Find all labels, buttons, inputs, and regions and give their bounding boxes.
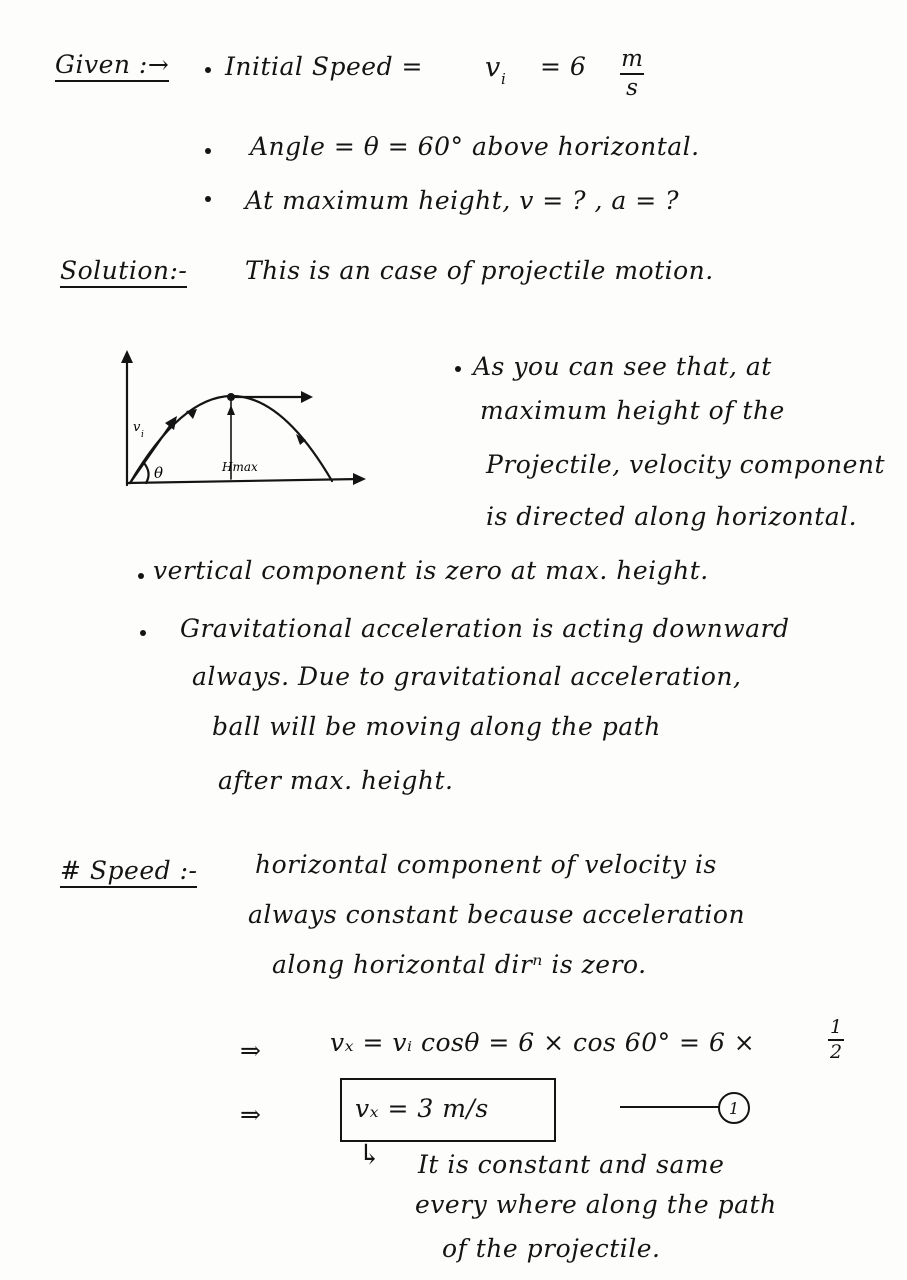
given-speed-label: Initial Speed = xyxy=(225,52,423,81)
bullet xyxy=(205,196,211,202)
bullet-vertical-component: vertical component is zero at max. height. xyxy=(153,556,709,585)
solution-label: Solution:- xyxy=(60,256,187,288)
speed-explanation-2: always constant because acceleration xyxy=(248,900,746,929)
note-line-2: maximum height of the xyxy=(480,396,785,425)
diagram-hmax-label: Hmax xyxy=(222,460,258,474)
given-speed-unit xyxy=(620,48,644,100)
gravity-line-3: ball will be moving along the path xyxy=(212,712,661,741)
gravity-line-1: Gravitational acceleration is acting downward xyxy=(180,614,790,643)
equation-fraction xyxy=(828,1018,844,1062)
equation-marker: 1 xyxy=(718,1092,750,1124)
hmax-arrowhead xyxy=(227,405,235,415)
bullet xyxy=(138,573,144,579)
x-axis-arrowhead xyxy=(353,473,366,485)
given-speed-value: = 6 xyxy=(540,52,587,81)
unit-denominator: s xyxy=(626,75,638,101)
given-angle: Angle = θ = 60° above horizontal. xyxy=(250,132,700,161)
equation-vx-cos: vₓ = vᵢ cosθ = 6 × cos 60° = 6 × xyxy=(330,1028,756,1057)
horizontal-velocity-arrowhead xyxy=(301,391,313,403)
note-line-3: Projectile, velocity component xyxy=(486,450,886,479)
speed-label xyxy=(60,856,197,885)
bullet xyxy=(455,366,461,372)
solution-intro: This is an case of projectile motion. xyxy=(245,256,714,285)
marker-line xyxy=(620,1106,720,1108)
note-line-1: As you can see that, at xyxy=(473,352,772,381)
projectile-diagram xyxy=(110,345,375,495)
given-label: Given :→ xyxy=(55,50,169,82)
remark-arrow: ↳ xyxy=(358,1138,382,1171)
given-speed-symbol: v xyxy=(485,52,501,83)
remark-line-1: It is constant and same xyxy=(418,1150,725,1179)
implies-arrow: ⇒ xyxy=(240,1036,262,1065)
remark-line-3: of the projectile. xyxy=(442,1234,661,1263)
angle-arc xyxy=(144,463,149,483)
path-arrowhead xyxy=(186,409,197,419)
note-line-4: is directed along horizontal. xyxy=(486,502,858,531)
gravity-line-2: always. Due to gravitational acceleration, xyxy=(192,662,742,691)
bullet xyxy=(140,630,146,636)
speed-label-text: # Speed :- xyxy=(60,856,197,888)
remark-line-2: every where along the path xyxy=(415,1190,777,1219)
bullet xyxy=(205,148,211,154)
result-vx: vₓ = 3 m/s xyxy=(355,1094,489,1123)
fraction-denominator: 2 xyxy=(829,1041,843,1063)
diagram-theta-label: θ xyxy=(154,464,164,482)
bullet xyxy=(205,67,211,73)
gravity-line-4: after max. height. xyxy=(218,766,454,795)
max-height-point xyxy=(227,393,235,401)
diagram-velocity-label: v xyxy=(133,420,141,435)
unit-numerator: m xyxy=(621,46,643,72)
speed-explanation-3: along horizontal dirⁿ is zero. xyxy=(272,950,647,979)
diagram-velocity-subscript: i xyxy=(141,430,144,440)
given-question: At maximum height, v = ? , a = ? xyxy=(245,186,680,215)
implies-arrow: ⇒ xyxy=(240,1100,262,1129)
fraction-numerator: 1 xyxy=(829,1016,843,1038)
y-axis-arrowhead xyxy=(121,350,133,363)
given-speed-subscript: i xyxy=(501,70,507,88)
speed-explanation-1: horizontal component of velocity is xyxy=(255,850,717,879)
